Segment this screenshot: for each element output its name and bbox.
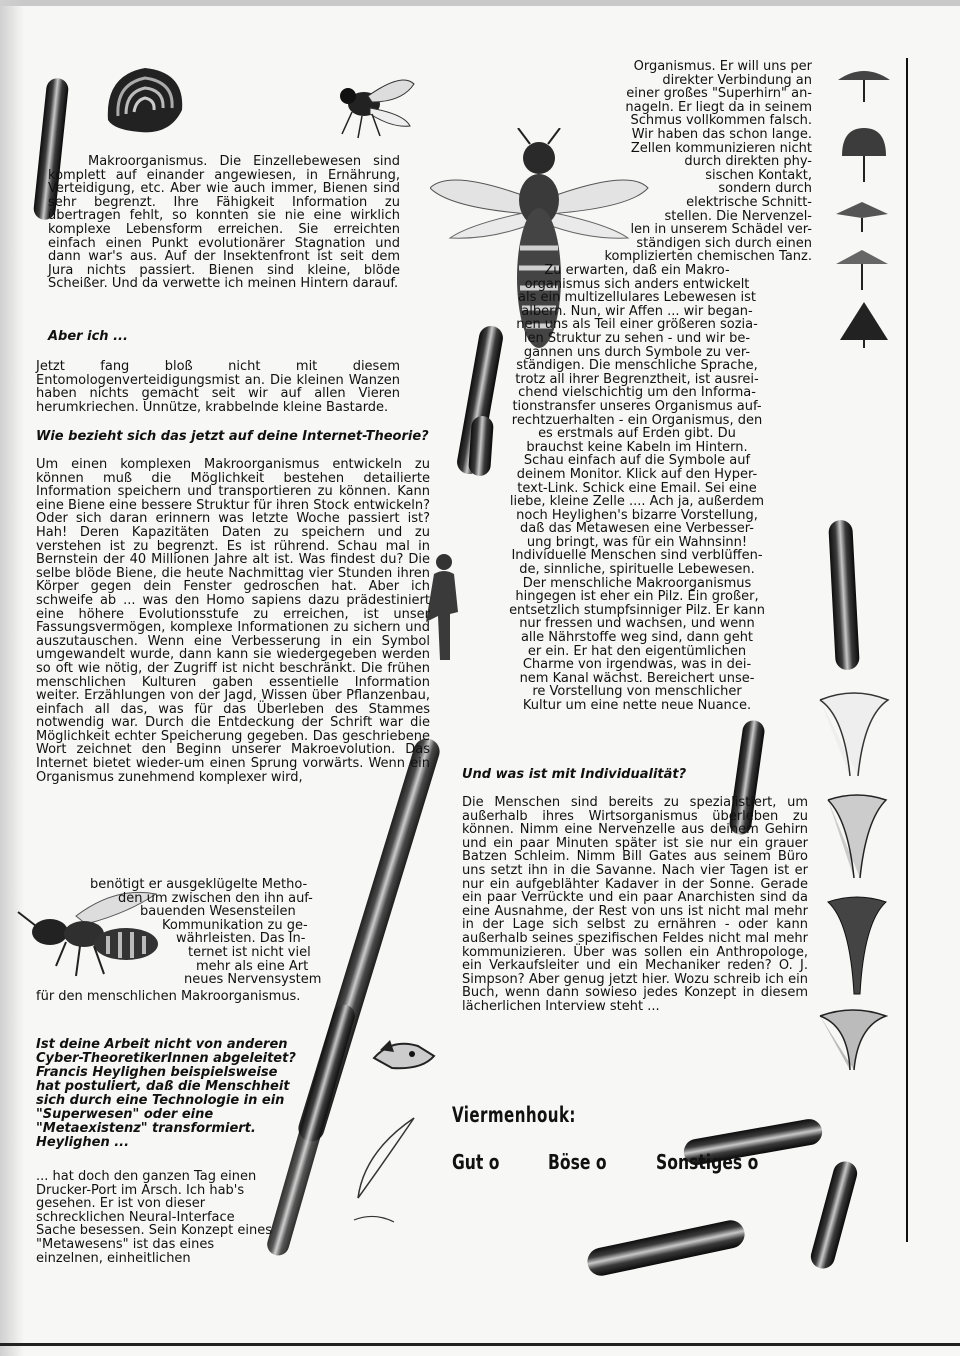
top-border: [0, 0, 960, 6]
bottom-border: [0, 1343, 960, 1346]
right-column-mid: Zu erwarten, daß ein Makro- organismus sich anders entwickelt als ein multizellulares Lebewesen ist albern. Nun, wir Affen ... wir began- nen uns als Teil einer größeren sozia- len Struktur zu sehen - und wir be- gannen uns durch Symbole zu ver- ständigen. Die menschliche Sprache, trotz all ihrer Begrenztheit, ist ausrei- chend vielschichtig um den Informa- tionstransfer unseres Organismus auf- rechtzuerhalten - ein Organismus, den es erstmals auf Erden gibt. Du brauchst keine Kabeln im Hintern. Schau einfach auf die Symbole auf deinem Monitor. Klick auf den Hyper- text-Link. Schick eine Email. Sei eine liebe, kleine Zelle .... Ach ja, außerdem noch Heylighen's bizarre Vorstellung, daß das Metawesen eine Verbesser- ung bringt, was für ein Wahnsinn! Individuelle Menschen sind verblüffen- de, sinnliche, spirituelle Lebewesen. Der menschliche Makroorganismus hingegen ist eher ein Pilz. Ein großer, entsetzlich stumpfsinniger Pilz. Er kann nur fressen und wachsen, und wenn alle Nährstoffe weg sind, dann geht er ein. Er hat den eigentümlichen Charme von irgendwas, was in dei- nem Kanal wächst. Bereichert unse- re Vorstellung von menschlicher Kultur um eine nette neue Nuance.: [509, 263, 765, 713]
mushroom-icon-1: [834, 62, 894, 102]
answer-2b: [36, 878, 396, 987]
dog-head-illustration: [372, 1036, 436, 1076]
vote-option-evil[interactable]: Böse o: [548, 1150, 607, 1174]
cup-icon-3: [826, 896, 888, 996]
answer-2b-line: neues Nervensystem: [184, 972, 322, 988]
right-vertical-rule: [906, 58, 908, 1242]
answer-2b-line: mehr als eine Art: [196, 958, 309, 974]
question-1: Aber ich ...: [48, 329, 128, 344]
mushroom-icon-2: [838, 126, 890, 182]
cup-icon-4: [818, 1006, 888, 1072]
answer-2c: für den menschlichen Makroorganismus.: [36, 989, 301, 1004]
left-shading: [0, 0, 24, 1356]
question-2: Wie bezieht sich das jetzt auf deine Internet-Theorie?: [36, 429, 429, 444]
cup-icon-2: [826, 790, 888, 880]
intro-paragraph: Makroorganismus. Die Einzellebewesen sind komplett auf einander angewiesen, in Ernährung, Verteidigung, etc. Aber wie auch immer, Bienen sind sehr begrenzt. Ihre Fähigkeit Information zu übertragen fehlt, so konnten sie nie eine wirklich komplexe Lebensform erreichen. Sie erreichten einfach einen Punkt evolutionärer Stagnation und dann war's aus. Auf der Insektenfront ist seit dem Jura nichts passiert. Bienen sind kleine, blöde Scheißer. Und da verwette ich meinen Hintern darauf.: [48, 154, 400, 292]
answer-1: Jetzt fang bloß nicht mit diesem Entomologenverteidigungsmist an. Die kleinen Wanzen haben nichts gemacht seit wir auf allen Vieren herumkriechen. Unnütze, krabbelnde kleine Bastarde.: [36, 359, 400, 415]
mushroom-icon-3: [832, 196, 892, 232]
answer-3-start: ... hat doch den ganzen Tag einen Drucker-Port im Arsch. Ich hab's gesehen. Er ist von dieser schrecklichen Neural-Interface Sache besessen. Sein Konzept eines "Metawesens" ist das eines einzelnen, einheitlichen: [36, 1169, 273, 1266]
cup-icon-1: [818, 690, 890, 780]
question-3: Ist deine Arbeit nicht von anderen Cyber-TheoretikerInnen abgeleitet? Francis Heylighen beispielsweise hat postuliert, daß die Menschheit sich durch eine Technologie in ein "Superwesen" oder eine "Metaexistenz" transformiert. Heylighen ...: [36, 1037, 296, 1150]
rod-decoration-4: [828, 519, 860, 670]
fly-illustration: [322, 62, 418, 142]
rod-decoration-9: [585, 1218, 747, 1279]
vote-option-good[interactable]: Gut o: [452, 1150, 500, 1174]
footer-title: Viermenhouk:: [452, 1103, 576, 1127]
answer-4: Die Menschen sind bereits zu spezialistiert, um außerhalb ihres Wirtsorganismus überleben zu können. Nimm eine Nervenzelle aus deinem Gehirn und ein paar Minuten später ist sie nur ein grauer Batzen Schleim. Nimm Bill Gates aus seinem Büro uns setzt ihn in die Savanne. Nach vier Tagen ist er nur ein aufgeblähter Kadaver in der Sonne. Gerade ein paar Verrückte und ein paar Anarchisten sind da eine Ausnahme, der Rest von uns ist nicht mal mehr in der Lage sich selbst zu ernähren - oder kann außerhalb seines spezifischen Feldes nicht mal mehr kommunizieren. Über was sollen ein Anthropologe, ein Verkaufsleiter und ein Mechaniker reden? O. J. Simpson? Aber genug jetzt hier. Wozu schreib ich ein Buch, wenn dann sowieso jedes Konzept in diesem lächerlichen Interview steht ...: [462, 795, 808, 1014]
answer-2b-line: bauenden Wesensteilen: [140, 904, 296, 920]
vote-option-other[interactable]: Sonstiges o: [656, 1150, 759, 1174]
answer-2b-line: ternet ist nicht viel: [188, 944, 311, 960]
shell-illustration: [100, 60, 190, 140]
answer-2a: Um einen komplexen Makroorganismus entwickeln zu können muß die Möglichkeit bestehen detailierte Information speichern und transportieren zu können. Kann eine Biene eine bessere Struktur für ihren Stock entwickeln? Oder sich daran erinnern was letzte Woche passiert ist? Hah! Deren Kapazitäten Daten zu speichern und zu verstehen ist zu begrenzt. Es ist rührend. Schau mal in Bernstein der 40 Millionen Jahre alt ist. Was findest du? Die selbe blöde Biene, die heute Nachmittag vier Stunden ihren Körper gegen dein Fenster gedroschen hat. Aber ich schweife ab ... was den Homo sapiens dazu prädestiniert eine höhere Evolutionsstufe zu erreichen, ist unser Fassungsvermögen, komplexe Informationen zu sichern und auszutauschen. Wenn eine Verbesserung in ein Symbol umgewandelt wurde, dann kann sie wiedergegeben werden so oft wie nötig, der Zugriff ist nicht beschränkt. Die frühen menschlichen Kulturen gaben essentielle Information weiter. Erzählungen von der Jagd, Wissen über Pflanzenbau, einfach all das, was für das Überleben des Stammes notwendig war. Durch die Entdeckung der Schrift war die Möglichkeit echter Speicherung gegeben. Das geschriebene Wort zeichnet den Beginn unserer Makroevolution. Das Internet bietet wieder-um einen Sprung vorwärts. Wenn ein Organismus zunehmend komplexer wird,: [36, 457, 430, 785]
question-4: Und was ist mit Individualität?: [462, 767, 687, 782]
answer-2b-line: währleisten. Das In-: [176, 931, 306, 947]
mushroom-icon-5: [836, 300, 892, 348]
answer-2b-line: Kommunikation zu ge-: [162, 917, 308, 933]
feather-illustration: [344, 1112, 424, 1232]
answer-2b-line: benötigt er ausgeklügelte Metho-: [90, 877, 308, 892]
mushroom-icon-4: [832, 246, 892, 290]
rod-decoration-10: [808, 1159, 860, 1271]
right-column-top: Organismus. Er will uns per direkter Verbindung an einer großes "Superhirn" an- nageln. Er liegt da in seinem Schmus vollkommen falsch. Wir haben das schon lange. Zellen kommunizieren nicht durch direkten phy- sischen Kontakt, sondern durch elektrische Schnitt- stellen. Die Nervenzel- len in unserem Schädel ver- ständigen sich durch einen komplizierten chemischen Tanz.: [604, 59, 812, 265]
answer-2b-line: den um zwischen den ihn auf-: [118, 890, 313, 906]
